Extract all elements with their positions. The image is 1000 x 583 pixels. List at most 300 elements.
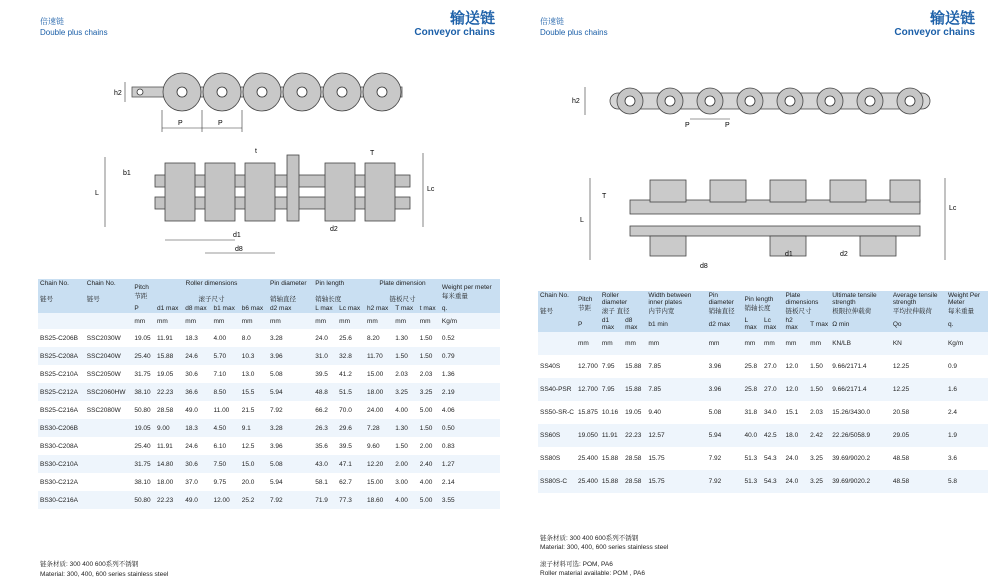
table-cell: 15.88 (625, 363, 642, 370)
label-p2: P (725, 122, 730, 129)
table-cell: 18.3 (185, 334, 198, 342)
unit-cell: Kg/m (946, 332, 988, 355)
subheader-cell: q. (441, 305, 448, 312)
table-cell: BS25-C216A (40, 406, 78, 414)
unit-cell: mm (212, 313, 240, 329)
unit-cell: mm (623, 332, 646, 355)
table-cell: 20.58 (892, 409, 910, 416)
table-cell: 11.70 (366, 352, 383, 360)
table-cell: 0.83 (441, 442, 455, 450)
table-cell: 24.6 (185, 442, 198, 450)
table-cell: 15.00 (366, 478, 384, 486)
label-t: T (370, 150, 375, 157)
label-d8: d8 (700, 263, 708, 270)
unit-cell (85, 313, 133, 329)
units-row (38, 313, 500, 329)
table-cell: 4.00 (395, 496, 408, 504)
unit-cell: mm (313, 313, 337, 329)
table-cell: 58.1 (315, 478, 328, 486)
table-cell: 50.80 (134, 496, 151, 504)
table-cell: 14.80 (157, 460, 174, 468)
table-cell: 3.25 (395, 388, 408, 396)
unit-cell: mm (365, 313, 393, 329)
table-row (538, 470, 988, 493)
table-cell: 15.88 (157, 352, 174, 360)
table-cell: SS50-SR-C (540, 409, 574, 416)
table-cell: 3.55 (441, 496, 455, 504)
unit-cell: mm (743, 332, 762, 355)
table-cell: 3.96 (708, 386, 722, 393)
left-panel (20, 0, 500, 583)
table-cell: 18.3 (185, 424, 198, 432)
table-cell: BS30-C212A (40, 478, 78, 486)
unit-cell: mm (132, 313, 155, 329)
table-cell: 12.5 (241, 442, 255, 450)
table-cell: 7.85 (648, 363, 662, 370)
table-cell: 51.3 (744, 455, 758, 462)
table-cell: 5.00 (419, 496, 433, 504)
table-cell: BS30-C208A (40, 442, 78, 450)
table-cell: 18.00 (157, 478, 174, 486)
table-cell: 4.00 (213, 334, 227, 342)
table-cell: SSC2060HW (86, 388, 126, 396)
title-en: Conveyor chains (894, 27, 975, 38)
subtitle-en: Double plus chains (540, 28, 608, 37)
unit-cell: mm (808, 332, 830, 355)
table-cell: 9.00 (157, 424, 170, 432)
table-cell: 7.92 (270, 406, 283, 414)
label-d8: d8 (235, 246, 243, 253)
table-row (538, 447, 988, 470)
hdr-plate: Plate dimensions 链板尺寸 (785, 292, 819, 315)
unit-cell: Kg/m (440, 313, 500, 329)
table-cell (85, 473, 133, 491)
hdr-weight: Weight per meter 每米重量 (441, 283, 492, 300)
unit-cell: KN/LB (830, 332, 891, 355)
table-cell: 2.00 (395, 460, 408, 468)
subheader-cell: h2 max (785, 317, 798, 331)
unit-cell: mm (268, 313, 313, 329)
unit-cell: mm (183, 313, 211, 329)
label-l: L (580, 217, 584, 224)
table-cell: 66.2 (315, 406, 328, 414)
hdr-pin-length: Pin length 销轴长度 (744, 295, 774, 312)
table-cell: 11.91 (157, 442, 173, 450)
left-spec-table (38, 279, 500, 509)
table-cell: 48.58 (892, 455, 910, 462)
table-cell: 47.1 (339, 460, 352, 468)
hdr-chain-no: Chain No. 链号 (40, 280, 69, 303)
hdr-plate: Plate dimension 链板尺寸 (379, 280, 426, 303)
table-cell: SS80S-C (540, 478, 568, 485)
table-cell: 12.0 (785, 386, 799, 393)
table-cell: 8.0 (241, 334, 251, 342)
table-cell: 10.3 (241, 352, 255, 360)
hdr-roller: Roller dimensions 滚子尺寸 (185, 280, 238, 303)
subheader-cell: d2 max (270, 305, 292, 312)
table-cell: 5.70 (213, 352, 227, 360)
table-cell: 39.69/9020.2 (832, 455, 871, 462)
table-cell: 1.36 (441, 370, 455, 378)
table-cell: 18.0 (785, 432, 799, 439)
subheader-cell: d1 max (601, 317, 615, 331)
label-d1: d1 (785, 251, 793, 258)
table-cell: 7.95 (601, 386, 615, 393)
table-cell: 25.2 (241, 496, 255, 504)
table-cell: 29.6 (339, 424, 352, 432)
table-cell: 42.5 (764, 432, 777, 439)
table-cell: BS30-C210A (40, 460, 78, 468)
table-row (38, 329, 500, 347)
table-cell: 15.1 (785, 409, 799, 416)
table-cell: 11.91 (157, 334, 173, 342)
subheader-cell: P (134, 305, 139, 312)
table-cell: 4.00 (395, 406, 408, 414)
table-cell: 13.0 (241, 370, 255, 378)
label-h2: h2 (114, 90, 122, 97)
table-cell: 29.05 (892, 432, 910, 439)
table-cell: 2.40 (419, 460, 433, 468)
label-t: T (602, 193, 607, 200)
table-cell: 15.75 (648, 455, 665, 462)
table-cell: SS60S (540, 432, 561, 439)
table-cell: 15.26/3430.0 (832, 409, 871, 416)
table-cell: 41.2 (339, 370, 352, 378)
table-cell: 11.00 (213, 406, 230, 414)
subheader-cell: h2 max (366, 305, 389, 312)
label-h2: h2 (572, 98, 580, 105)
table-cell: 7.95 (601, 363, 615, 370)
subheader-cell: q. (947, 320, 954, 328)
table-cell: BS30-C216A (40, 496, 78, 504)
table-cell: 12.57 (648, 432, 665, 439)
table-cell: 11.91 (601, 432, 618, 439)
table-cell (85, 437, 133, 455)
subheader-cell: d1 max (157, 305, 179, 312)
hdr-chain-no: Chain No. 链号 (540, 292, 569, 315)
table-cell: 40.0 (744, 432, 758, 439)
table-cell: 24.0 (785, 478, 799, 485)
table-row (38, 365, 500, 383)
table-cell: 30.6 (185, 460, 198, 468)
subheader-cell: Lc max (764, 317, 777, 331)
table-cell: 32.8 (339, 352, 352, 360)
label-lc: Lc (427, 186, 435, 193)
right-note1-en: Material: 300, 400, 600 series stainless steel (540, 544, 669, 551)
subheader-cell: Qo (892, 320, 902, 328)
table-cell: 7.50 (213, 460, 227, 468)
table-cell: 24.6 (185, 352, 198, 360)
table-cell: 9.66/2171.4 (832, 386, 867, 393)
table-cell: 54.3 (764, 478, 777, 485)
table-cell: 38.10 (134, 478, 151, 486)
table-cell: 1.30 (395, 334, 408, 342)
table-cell: 4.06 (441, 406, 455, 414)
table-cell: 25.8 (744, 386, 758, 393)
table-cell: 31.0 (315, 352, 328, 360)
table-cell: 9.40 (648, 409, 662, 416)
table-cell: 51.5 (339, 388, 352, 396)
table-cell: 2.14 (441, 478, 455, 486)
table-cell: 19.05 (134, 334, 151, 342)
table-cell: 1.50 (419, 424, 433, 432)
table-cell: 48.8 (315, 388, 328, 396)
unit-cell: mm (337, 313, 365, 329)
label-l: L (95, 190, 99, 197)
label-t-small: t (255, 148, 257, 155)
subheader-cell (38, 304, 85, 313)
table-cell: 54.3 (764, 455, 777, 462)
hdr-weight: Weight Per Meter 每米重量 (947, 292, 980, 315)
table-cell: 28.58 (157, 406, 174, 414)
table-cell: 5.08 (270, 370, 283, 378)
table-cell: 6.10 (213, 442, 227, 450)
table-cell: 34.0 (764, 409, 777, 416)
table-cell: 22.23 (625, 432, 642, 439)
chain-top-view-drawing (570, 75, 970, 135)
hdr-pitch: Pitch 节距 (577, 295, 593, 312)
unit-cell: KN (891, 332, 946, 355)
table-cell: 20.0 (241, 478, 255, 486)
table-cell: 0.52 (441, 334, 455, 342)
title-en: Conveyor chains (414, 27, 495, 38)
unit-cell (38, 313, 85, 329)
table-cell: 9.1 (241, 424, 251, 432)
table-cell: 28.58 (625, 455, 642, 462)
table-cell: 1.50 (419, 334, 433, 342)
table-cell: 1.50 (419, 352, 433, 360)
table-cell: 25.8 (744, 363, 758, 370)
table-cell: 5.94 (708, 432, 722, 439)
table-cell: 15.0 (241, 460, 255, 468)
table-cell: 22.23 (157, 496, 174, 504)
table-cell: 22.23 (157, 388, 174, 396)
left-note-en: Material: 300, 400, 600 series stainless steel (40, 571, 169, 578)
subheader-cell: b1 min (648, 320, 668, 328)
right-note1-cn: 链条材质: 300 400 600系列不锈钢 (540, 535, 639, 542)
subheader-cell: L max (744, 317, 757, 331)
table-cell: 39.5 (339, 442, 352, 450)
table-cell: 3.25 (419, 388, 433, 396)
table-cell: 1.50 (810, 386, 823, 393)
label-p2: P (218, 120, 223, 127)
table-cell: 15.875 (577, 409, 598, 416)
table-row (38, 419, 500, 437)
table-cell: 71.9 (315, 496, 328, 504)
table-cell: SS40-PSR (540, 386, 572, 393)
table-cell: 24.00 (366, 406, 384, 414)
label-lc: Lc (949, 205, 957, 212)
right-subheader-row (538, 316, 988, 332)
table-cell: 7.85 (648, 386, 662, 393)
table-cell: 5.08 (270, 460, 283, 468)
table-cell: 15.75 (648, 478, 665, 485)
table-cell: BS30-C206B (40, 424, 78, 432)
label-p1: P (685, 122, 690, 129)
table-cell: SSC2030W (86, 334, 121, 342)
table-cell: 3.28 (270, 424, 283, 432)
table-cell: 25.400 (577, 478, 598, 485)
table-cell: 1.6 (947, 386, 957, 393)
table-cell: 5.00 (419, 406, 433, 414)
table-cell: 2.4 (947, 409, 957, 416)
title-cn: 输送链 (449, 10, 495, 27)
table-cell: 12.20 (366, 460, 384, 468)
table-cell: 9.60 (366, 442, 380, 450)
subtitle-cn: 倍速链 (40, 17, 64, 26)
table-cell: 21.5 (241, 406, 255, 414)
subheader-cell: d8 max (625, 317, 638, 331)
hdr-chain-no2: Chain No. 链号 (86, 280, 116, 303)
table-cell: 2.00 (419, 442, 433, 450)
table-cell: 31.75 (134, 460, 151, 468)
table-cell: 12.700 (577, 386, 598, 393)
subheader-cell: b1 max (213, 305, 235, 312)
unit-cell: mm (155, 313, 183, 329)
table-cell: 3.25 (810, 478, 823, 485)
subheader-cell (538, 316, 576, 332)
table-cell: 70.0 (339, 406, 352, 414)
table-cell: 31.8 (744, 409, 758, 416)
table-cell: 35.6 (315, 442, 328, 450)
table-cell (85, 491, 133, 509)
table-cell: 12.0 (785, 363, 799, 370)
hdr-pitch: Pitch 节距 (134, 283, 149, 300)
table-row (538, 355, 988, 378)
table-cell: 12.25 (892, 386, 910, 393)
table-cell: 8.50 (213, 388, 227, 396)
unit-cell: mm (707, 332, 743, 355)
table-cell: 19.050 (577, 432, 598, 439)
subheader-cell: T max (810, 320, 829, 328)
table-cell: 49.0 (185, 406, 198, 414)
table-cell: 27.0 (764, 386, 777, 393)
table-cell: 12.700 (577, 363, 598, 370)
table-cell: 8.20 (366, 334, 380, 342)
table-cell: 12.25 (892, 363, 910, 370)
label-p1: P (178, 120, 183, 127)
table-cell: 3.96 (708, 363, 722, 370)
table-cell: 22.26/5058.9 (832, 432, 871, 439)
unit-cell (538, 332, 576, 355)
table-cell: 1.50 (395, 352, 408, 360)
table-row (538, 401, 988, 424)
unit-cell: mm (418, 313, 440, 329)
table-cell: 3.6 (947, 455, 957, 462)
table-cell: 2.03 (810, 409, 823, 416)
right-note2-cn: 滚子材料可选: POM, PA6 (540, 561, 613, 568)
table-row (38, 347, 500, 365)
table-cell (85, 419, 133, 437)
table-cell: 2.42 (810, 432, 823, 439)
table-row (538, 378, 988, 401)
chain-side-view-drawing (550, 170, 970, 275)
table-cell: SSC2040W (86, 352, 121, 360)
table-cell: 1.9 (947, 432, 957, 439)
table-cell: 0.79 (441, 352, 455, 360)
hdr-roller: Roller diameter 滚子 直径 (601, 292, 630, 315)
hdr-pin-diameter: Pin diameter 销轴直径 (708, 292, 735, 315)
table-cell: 1.50 (810, 363, 823, 370)
table-cell: 7.92 (270, 496, 283, 504)
table-cell: BS25-C208A (40, 352, 78, 360)
table-cell: BS25-C206B (40, 334, 78, 342)
table-row (38, 455, 500, 473)
subtitle-cn: 倍速链 (540, 17, 564, 26)
table-cell: 4.00 (419, 478, 433, 486)
table-row (38, 383, 500, 401)
table-cell: 7.10 (213, 370, 227, 378)
unit-cell: mm (393, 313, 417, 329)
table-cell: 19.05 (625, 409, 642, 416)
table-cell: 24.0 (785, 455, 799, 462)
subheader-cell: L max (315, 305, 333, 312)
units-row (538, 332, 988, 355)
unit-cell: mm (784, 332, 809, 355)
subheader-cell: T max (395, 305, 414, 312)
label-d2: d2 (330, 226, 338, 233)
subtitle-en: Double plus chains (40, 28, 108, 37)
table-cell: 2.19 (441, 388, 455, 396)
table-cell: 0.9 (947, 363, 957, 370)
right-spec-table (538, 291, 988, 493)
table-cell: 5.08 (708, 409, 722, 416)
table-cell: 0.50 (441, 424, 455, 432)
table-cell: 26.3 (315, 424, 328, 432)
title-cn: 输送链 (929, 10, 975, 27)
table-cell: 77.3 (339, 496, 352, 504)
table-row (38, 437, 500, 455)
table-cell: BS25-C210A (40, 370, 78, 378)
label-d2: d2 (840, 251, 848, 258)
table-cell: 25.40 (134, 352, 151, 360)
table-cell: 12.00 (213, 496, 230, 504)
subheader-cell: t max (419, 305, 436, 312)
table-cell: 3.25 (810, 455, 823, 462)
table-cell: 3.96 (270, 442, 283, 450)
label-d1: d1 (233, 232, 241, 239)
table-cell: 25.6 (339, 334, 352, 342)
table-cell: 15.88 (601, 455, 619, 462)
subheader-cell: Lc max (339, 305, 361, 312)
hdr-uts: Ultimate tensile strength 极限拉伸载荷 (832, 292, 877, 315)
table-cell: 7.28 (366, 424, 380, 432)
table-cell: 7.92 (708, 455, 722, 462)
unit-cell: mm (600, 332, 623, 355)
table-cell: SSC2050W (86, 370, 121, 378)
left-table-body (38, 313, 500, 509)
table-cell: 27.0 (764, 363, 777, 370)
table-cell: 1.50 (395, 442, 408, 450)
table-cell: 3.00 (395, 478, 408, 486)
table-row (38, 401, 500, 419)
subheader-cell: P (577, 320, 583, 328)
table-cell: 15.00 (366, 370, 384, 378)
right-table-body (538, 332, 988, 493)
table-cell: 7.92 (708, 478, 722, 485)
table-cell: 49.0 (185, 496, 198, 504)
chain-top-view-drawing (110, 60, 430, 140)
table-cell: 5.94 (270, 388, 283, 396)
table-cell: 51.3 (744, 478, 758, 485)
table-cell: 1.30 (395, 424, 408, 432)
hdr-pin-length: Pin length 销轴长度 (315, 280, 345, 303)
table-cell: 2.03 (395, 370, 408, 378)
hdr-pin-diameter: Pin diameter 销轴直径 (270, 280, 307, 303)
table-cell: 5.94 (270, 478, 283, 486)
table-cell: 24.0 (315, 334, 328, 342)
table-cell: 19.05 (157, 370, 174, 378)
